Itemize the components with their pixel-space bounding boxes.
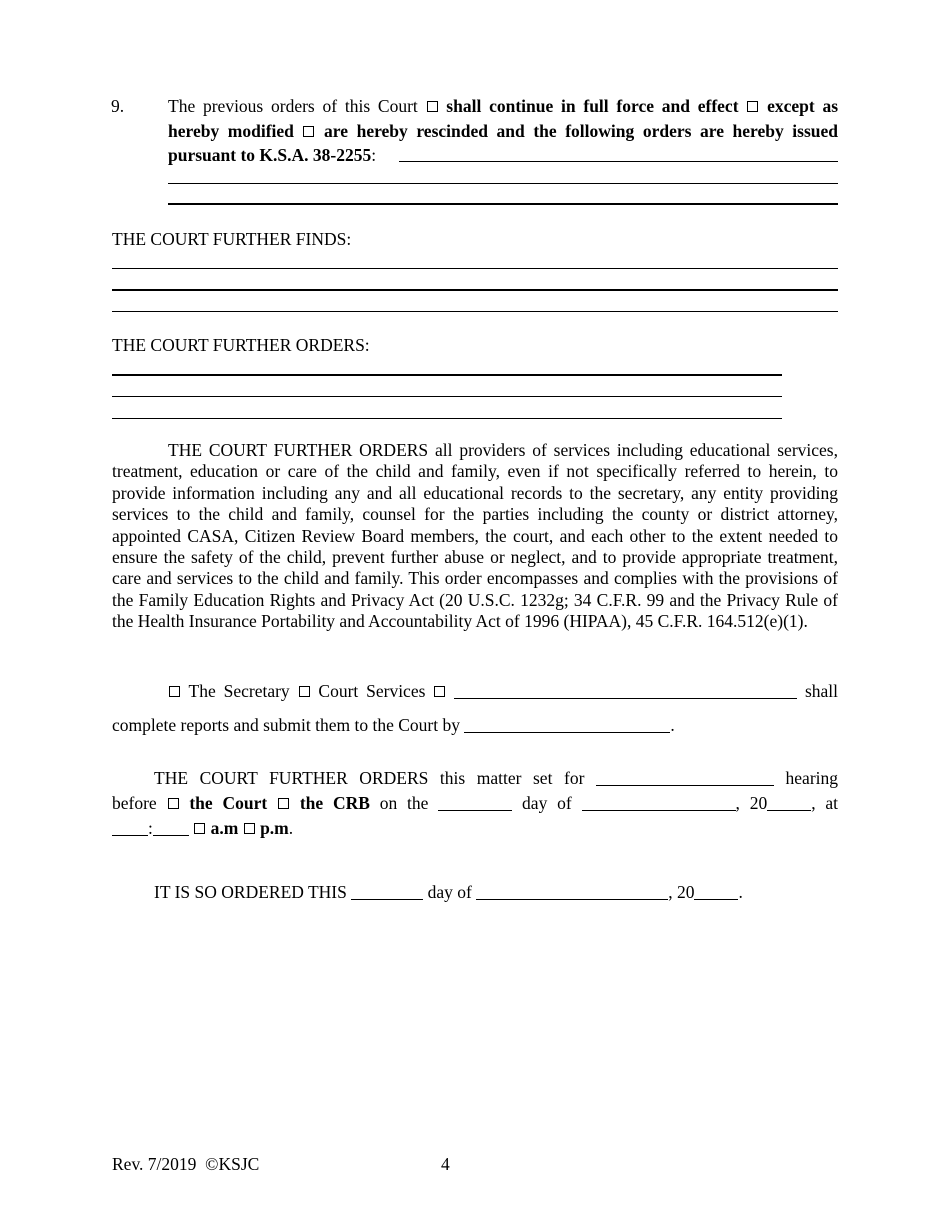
footer-revision: Rev. 7/2019 ©KSJC — [112, 1154, 260, 1174]
period: . — [738, 882, 743, 902]
so-ordered-line — [154, 882, 743, 902]
orders-line-2[interactable] — [112, 396, 782, 397]
checkbox-rescinded[interactable] — [303, 126, 314, 137]
item-9-lead: The previous orders of this Court — [168, 96, 418, 116]
checkbox-the-crb[interactable] — [278, 798, 289, 809]
minute-blank[interactable] — [153, 819, 189, 836]
findings-heading: THE COURT FURTHER FINDS: — [112, 229, 352, 249]
option-modified: except as hereby modified — [168, 96, 838, 141]
hearing-word: hearing — [785, 768, 839, 788]
reports-line-2 — [112, 715, 675, 735]
hearing-type-blank[interactable] — [596, 769, 774, 786]
page-number: 4 — [441, 1154, 450, 1174]
orders-line-3[interactable] — [112, 418, 782, 419]
time-separator: : — [148, 818, 153, 838]
item-number: 9. — [111, 96, 125, 116]
orders-line-1[interactable] — [112, 374, 782, 376]
before-text: before — [112, 793, 157, 813]
hearing-line-2 — [112, 793, 838, 813]
checkbox-court-services[interactable] — [299, 686, 310, 697]
on-the-text: on the — [379, 793, 429, 813]
ordered-month-blank[interactable] — [476, 883, 668, 900]
option-the-crb: the CRB — [299, 793, 370, 813]
reports-date-blank[interactable] — [464, 716, 670, 733]
option-the-court: the Court — [189, 793, 268, 813]
option-am: a.m — [210, 818, 239, 838]
orders-heading: THE COURT FURTHER ORDERS: — [112, 335, 370, 355]
item-9-fill-line-1[interactable] — [399, 161, 838, 162]
shall-text: shall — [804, 681, 839, 701]
checkbox-modified[interactable] — [747, 101, 758, 112]
item-9-fill-line-3[interactable] — [168, 203, 838, 205]
checkbox-am[interactable] — [194, 823, 205, 834]
checkbox-the-court[interactable] — [168, 798, 179, 809]
hearing-year-blank[interactable] — [767, 794, 811, 811]
day-of-text: day of — [427, 882, 472, 902]
checkbox-continue[interactable] — [427, 101, 438, 112]
hearing-day-blank[interactable] — [438, 794, 512, 811]
findings-line-2[interactable] — [112, 289, 838, 291]
hearing-text: THE COURT FURTHER ORDERS this matter set for — [154, 768, 585, 788]
hearing-line-1 — [154, 768, 838, 788]
checkbox-pm[interactable] — [244, 823, 255, 834]
period: . — [670, 715, 675, 735]
item-9-fill-line-2[interactable] — [168, 183, 838, 184]
hearing-line-3 — [112, 818, 293, 838]
hour-blank[interactable] — [112, 819, 148, 836]
checkbox-secretary[interactable] — [169, 686, 180, 697]
option-court-services: Court Services — [318, 681, 426, 701]
ordered-day-blank[interactable] — [351, 883, 423, 900]
other-entity-blank[interactable] — [454, 682, 797, 699]
year-prefix: , 20 — [735, 793, 768, 813]
providers-paragraph-text: THE COURT FURTHER ORDERS all providers of services including educational services, treatment, education or care of the child and family, even if not specifically referred to herein, to provide information including any and all educational records to the secretary, any entity providing services to the child and family, counsel for the parties including the county or district attorney, appointed CASA, Citizen Review Board members, the court, and each other to the extent needed to ensure the safety of the child, prevent further abuse or neglect, and to provide appropriate treatment, care and services to the child and family. This order encompasses and complies with the provisions of the Family Education Rights and Privacy Act (20 U.S.C. 1232g; 34 C.F.R. 99 and the Privacy Rule of the Health Insurance Portability and Accountability Act of 1996 (HIPAA), 45 C.F.R. 164.512(e)(1). — [112, 440, 838, 632]
findings-line-1[interactable] — [112, 268, 838, 269]
day-of-text: day of — [522, 793, 572, 813]
hearing-month-blank[interactable] — [582, 794, 736, 811]
at-text: , at — [811, 793, 839, 813]
providers-paragraph — [112, 440, 838, 633]
option-secretary: The Secretary — [188, 681, 290, 701]
reports-deadline-text: complete reports and submit them to the Court by — [112, 715, 460, 735]
period: . — [288, 818, 294, 838]
findings-line-3[interactable] — [112, 311, 838, 312]
option-rescinded: are hereby rescinded and the following orders are hereby issued pursuant to K.S.A. 38-2255 — [168, 120, 839, 165]
reports-line-1 — [168, 681, 838, 701]
checkbox-other[interactable] — [434, 686, 445, 697]
option-pm: p.m — [260, 818, 289, 838]
colon: : — [371, 145, 377, 165]
item-9-text — [168, 94, 838, 168]
year-prefix: , 20 — [668, 882, 695, 902]
ordered-year-blank[interactable] — [694, 883, 738, 900]
so-ordered-text: IT IS SO ORDERED THIS — [154, 882, 347, 902]
option-continue: shall continue in full force and effect — [446, 96, 739, 116]
